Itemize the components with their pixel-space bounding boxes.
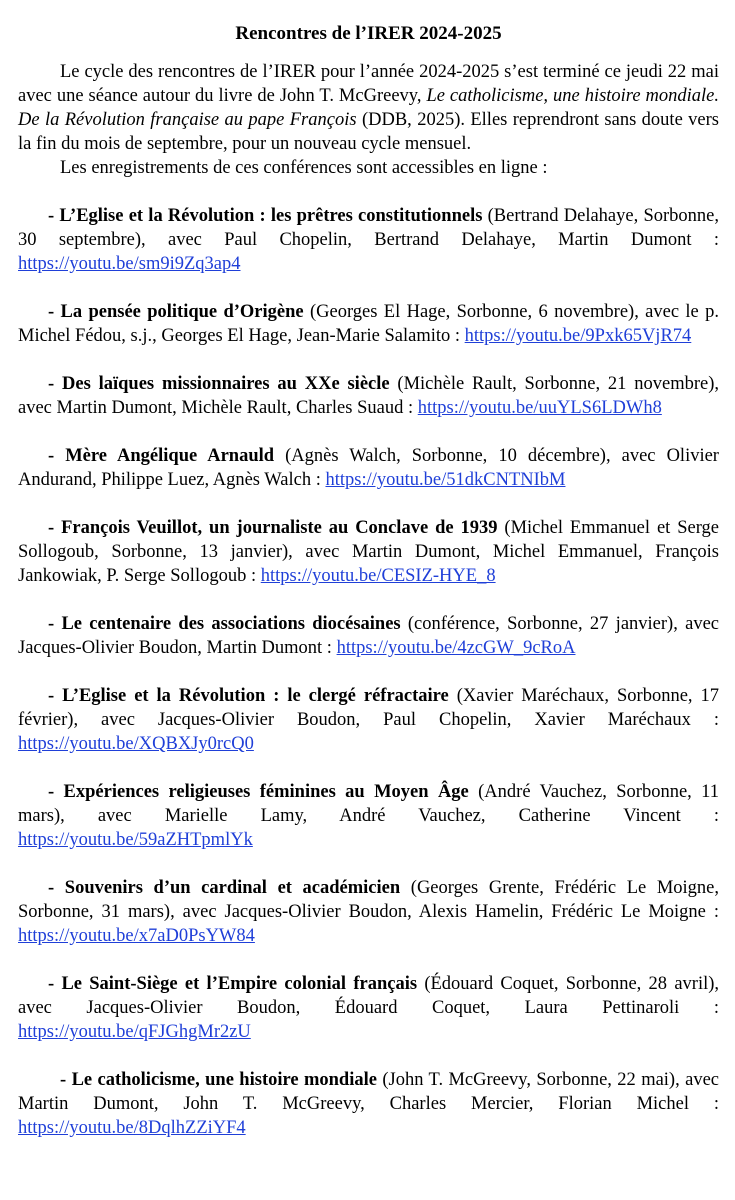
entry-details: (Michel Emmanuel et Serge Sollogoub, Sorbonne, 13 janvier), avec Martin Dumont, Michel Emmanuel, François Jankowiak, P. Serge Sollogoub :: [18, 518, 719, 586]
entry-title: Mère Angélique Arnauld: [65, 446, 275, 466]
entry-details: (Michèle Rault, Sorbonne, 21 novembre), avec Martin Dumont, Michèle Rault, Charles Suaud :: [18, 374, 719, 418]
conference-entry: [18, 300, 719, 348]
intro-text-b: (DDB, 2025). Elles reprendront sans doute vers la fin du mois de septembre, pour un nouveau cycle mensuel.: [18, 110, 719, 154]
page-title: Rencontres de l’IRER 2024-2025: [235, 23, 502, 44]
entry-title: Le catholicisme, une histoire mondiale: [71, 1070, 377, 1090]
conference-entry: [18, 372, 719, 420]
entry-details: (John T. McGreevy, Sorbonne, 22 mai), avec Martin Dumont, John T. McGreevy, Charles Mercier, Florian Michel :: [18, 1070, 719, 1114]
entry-details: (Georges El Hage, Sorbonne, 6 novembre), avec le p. Michel Fédou, s.j., Georges El Hage, Jean-Marie Salamito :: [18, 302, 719, 346]
entry-title: Des laïques missionnaires au XXe siècle: [62, 374, 390, 394]
entry-title: Souvenirs d’un cardinal et académicien: [64, 878, 401, 898]
entry-details: (André Vauchez, Sorbonne, 11 mars), avec Marielle Lamy, André Vauchez, Catherine Vincent :: [18, 782, 719, 826]
video-link[interactable]: https://youtu.be/qFJGhgMr2zU: [18, 1022, 251, 1042]
entry-prefix: -: [60, 1070, 72, 1090]
video-link[interactable]: https://youtu.be/uuYLS6LDWh8: [417, 398, 662, 418]
entry-prefix: -: [48, 446, 66, 466]
video-link[interactable]: https://youtu.be/sm9i9Zq3ap4: [18, 254, 241, 274]
entry-title: Expériences religieuses féminines au Moyen Âge: [63, 782, 469, 802]
entry-details: (Édouard Coquet, Sorbonne, 28 avril), avec Jacques-Olivier Boudon, Édouard Coquet, Laura Pettinaroli :: [18, 974, 720, 1018]
intro: [18, 60, 719, 180]
entry-details: (Georges Grente, Frédéric Le Moigne, Sorbonne, 31 mars), avec Jacques-Olivier Boudon, Alexis Hamelin, Frédéric Le Moigne :: [18, 878, 719, 922]
entry-prefix: -: [48, 614, 62, 634]
conference-entry: [18, 204, 719, 276]
video-link[interactable]: https://youtu.be/XQBXJy0rcQ0: [18, 734, 254, 754]
entry-prefix: -: [48, 782, 64, 802]
conference-entry: [18, 1068, 719, 1140]
entry-prefix: -: [48, 974, 62, 994]
video-link[interactable]: https://youtu.be/59aZHTpmlYk: [18, 830, 253, 850]
conference-entry: [18, 516, 719, 588]
conference-entry: [18, 876, 719, 948]
video-link[interactable]: https://youtu.be/4zcGW_9cRoA: [336, 638, 576, 658]
conference-entry: [18, 444, 719, 492]
video-link[interactable]: https://youtu.be/8DqlhZZiYF4: [18, 1118, 246, 1138]
entry-prefix: -: [48, 518, 62, 538]
entry-title: Le Saint-Siège et l’Empire colonial français: [61, 974, 418, 994]
entry-details: (Bertrand Delahaye, Sorbonne, 30 septembre), avec Paul Chopelin, Bertrand Delahaye, Martin Dumont :: [18, 206, 719, 250]
entry-prefix: -: [48, 878, 65, 898]
intro-recordings-note: Les enregistrements de ces conférences sont accessibles en ligne :: [60, 158, 548, 178]
video-link[interactable]: https://youtu.be/x7aD0PsYW84: [18, 926, 255, 946]
video-link[interactable]: https://youtu.be/9Pxk65VjR74: [464, 326, 692, 346]
conference-entry: [18, 684, 719, 756]
entry-prefix: -: [48, 206, 60, 226]
book-title: Le catholicisme, une histoire mondiale. De la Révolution française au pape François: [18, 86, 719, 130]
conference-entry: [18, 780, 719, 852]
entry-title: Le centenaire des associations diocésaines: [61, 614, 401, 634]
entry-details: (Xavier Maréchaux, Sorbonne, 17 février), avec Jacques-Olivier Boudon, Paul Chopelin, Xavier Maréchaux :: [18, 686, 720, 730]
entry-title: L’Eglise et la Révolution : les prêtres constitutionnels: [59, 206, 483, 226]
entry-details: (conférence, Sorbonne, 27 janvier), avec Jacques-Olivier Boudon, Martin Dumont :: [18, 614, 719, 658]
entry-title: François Veuillot, un journaliste au Conclave de 1939: [61, 518, 498, 538]
conference-list: [18, 204, 719, 1140]
intro-paragraph: [18, 60, 719, 156]
entry-prefix: -: [48, 374, 62, 394]
entry-prefix: -: [48, 302, 61, 322]
entry-prefix: -: [48, 686, 63, 706]
entry-title: La pensée politique d’Origène: [60, 302, 304, 322]
entry-title: L’Eglise et la Révolution : le clergé réfractaire: [62, 686, 449, 706]
video-link[interactable]: https://youtu.be/CESIZ-HYE_8: [260, 566, 496, 586]
entry-details: (Agnès Walch, Sorbonne, 10 décembre), avec Olivier Andurand, Philippe Luez, Agnès Walch :: [18, 446, 719, 490]
conference-entry: [18, 612, 719, 660]
conference-entry: [18, 972, 719, 1044]
intro-text-a: Le cycle des rencontres de l’IRER pour l’année 2024-2025 s’est terminé ce jeudi 22 mai avec une séance autour du livre de John T. McGreevy,: [18, 62, 719, 106]
video-link[interactable]: https://youtu.be/51dkCNTNIbM: [325, 470, 566, 490]
